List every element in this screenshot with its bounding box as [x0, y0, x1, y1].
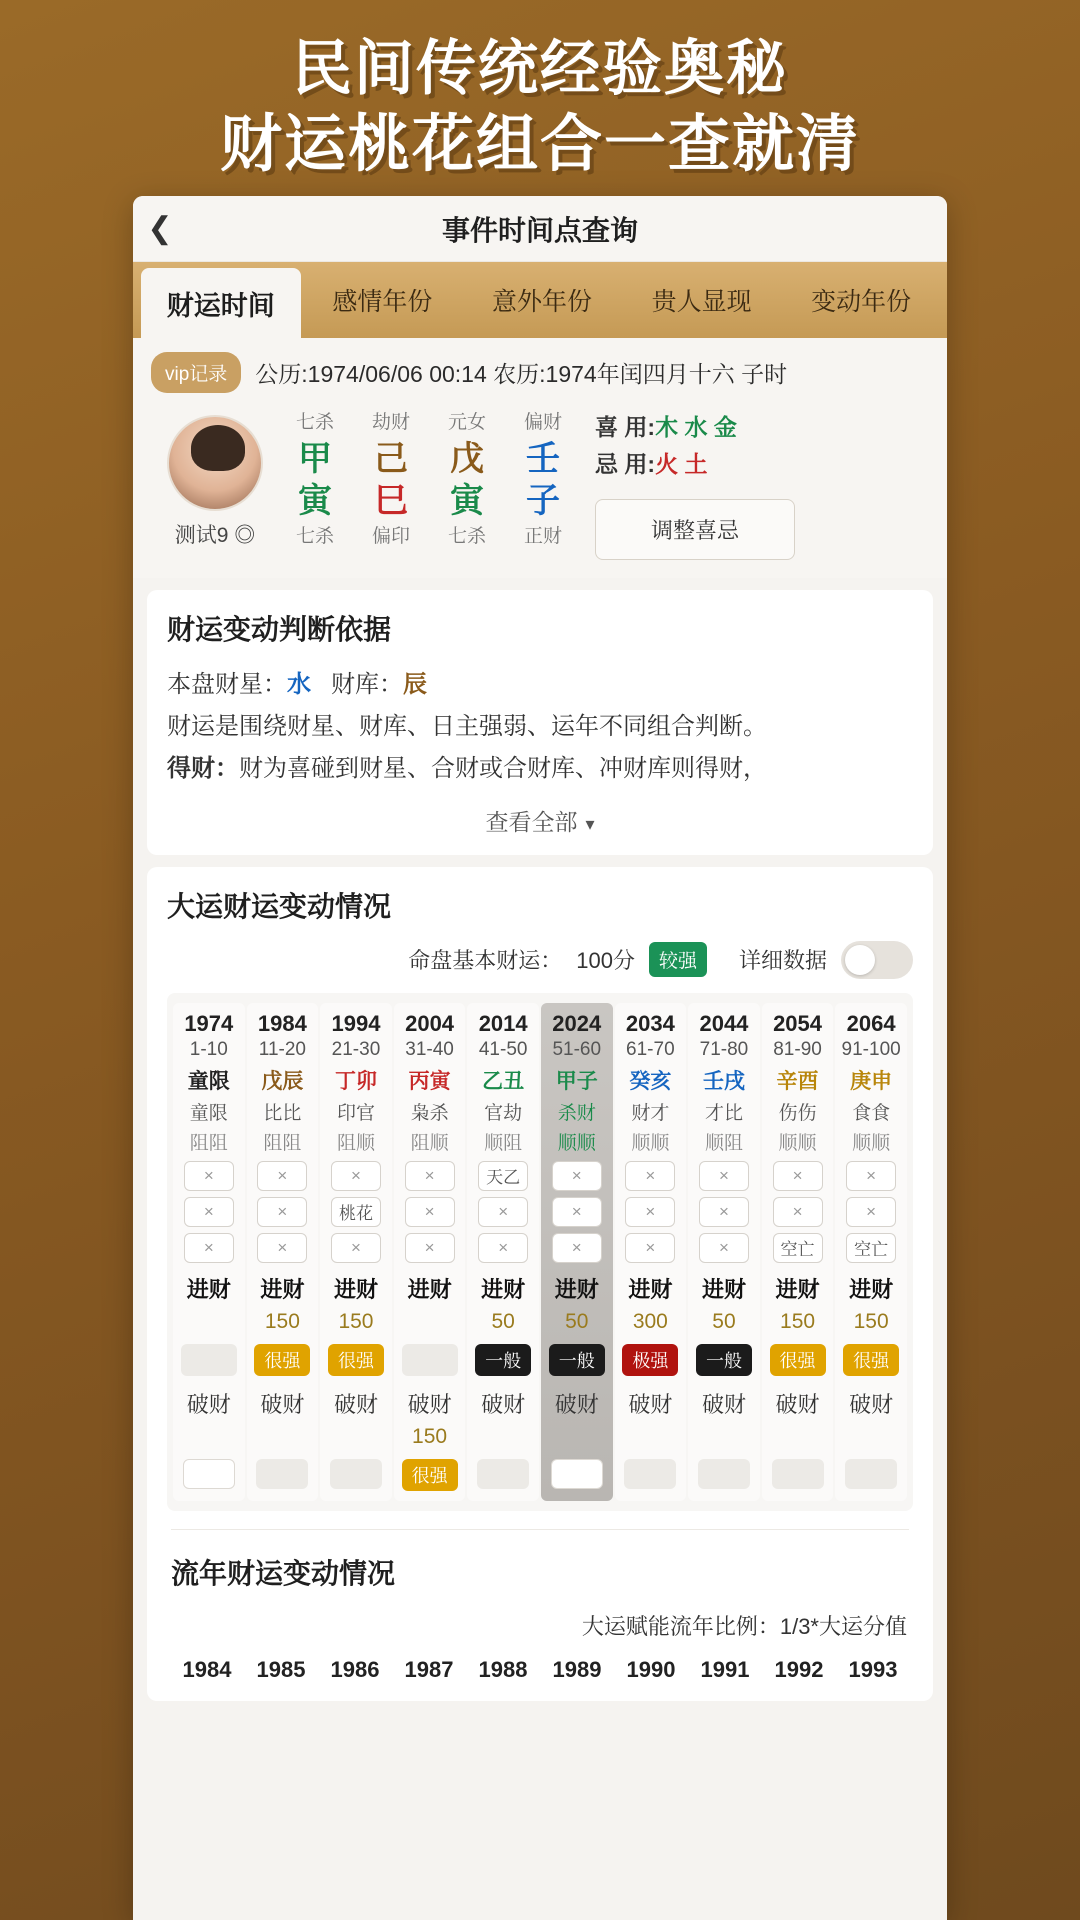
profile-name: 测试9 ◎ — [174, 524, 256, 547]
dayun-column[interactable] — [394, 1003, 466, 1501]
dayun-tengod: 印官 — [336, 1102, 375, 1124]
pillar-earthly-branch: 子 — [526, 482, 560, 520]
dayun-tengod: 食食 — [852, 1102, 891, 1124]
page-title: 事件时间点查询 — [441, 214, 638, 246]
liunian-year[interactable]: 1990 — [626, 1656, 676, 1682]
tab-wealth-time[interactable]: 财运时间 — [141, 268, 301, 338]
dayun-chip[interactable]: × — [331, 1161, 381, 1191]
promo-banner — [0, 0, 1080, 186]
dayun-chip[interactable]: × — [699, 1197, 749, 1227]
basis-line-1 — [167, 664, 913, 706]
chevron-down-icon: ▾ — [585, 813, 595, 834]
liunian-year[interactable]: 1989 — [552, 1656, 602, 1682]
dayun-gain-tag: 很强 — [328, 1344, 384, 1376]
dayun-loss-tag — [330, 1459, 382, 1489]
dayun-gain-tag: 一般 — [549, 1344, 605, 1376]
favorable-elements — [595, 409, 929, 560]
unfavorable-label: 忌 用: — [595, 450, 656, 477]
liunian-year[interactable]: 1988 — [478, 1656, 528, 1682]
dayun-chip[interactable]: × — [625, 1197, 675, 1227]
dayun-age: 11-20 — [258, 1038, 306, 1060]
dayun-flow: 顺顺 — [852, 1132, 891, 1154]
dayun-loss-value — [320, 1425, 392, 1451]
dayun-tengod: 官劫 — [484, 1102, 523, 1124]
basis-card — [147, 590, 933, 855]
basis-line-3 — [167, 748, 913, 790]
dayun-year: 2064 — [846, 1010, 896, 1036]
dayun-loss-tag — [772, 1459, 824, 1489]
liunian-year-row[interactable] — [167, 1657, 913, 1683]
dayun-loss-label: 破财 — [481, 1391, 526, 1417]
dayun-chip[interactable]: 空亡 — [846, 1233, 896, 1263]
dayun-chip[interactable]: × — [773, 1161, 823, 1191]
dayun-loss-tag — [845, 1459, 897, 1489]
dayun-tengod: 财才 — [631, 1102, 670, 1124]
dayun-tengod: 枭杀 — [410, 1102, 449, 1124]
dayun-chip[interactable]: 空亡 — [773, 1233, 823, 1263]
wealth-vault-value: 辰 — [403, 670, 428, 698]
dayun-gain-label: 进财 — [554, 1276, 599, 1302]
pillar-heavenly-stem: 己 — [374, 439, 408, 478]
dayun-gain-tag: 极强 — [622, 1344, 678, 1376]
liunian-year[interactable]: 1984 — [182, 1656, 232, 1682]
dayun-chip[interactable]: × — [625, 1161, 675, 1191]
avatar — [167, 415, 263, 511]
dayun-gain-value: 50 — [491, 1309, 515, 1333]
tab-bar — [133, 262, 947, 338]
dayun-gain-value: 150 — [264, 1309, 300, 1333]
dayun-loss-value: 150 — [412, 1424, 448, 1448]
dayun-loss-value — [173, 1425, 245, 1451]
dayun-loss-value — [467, 1425, 539, 1451]
banner-line-1: 民间传统经验奥秘 — [292, 35, 788, 102]
dayun-title: 大运财运变动情况 — [167, 890, 392, 922]
dayun-age: 61-70 — [626, 1038, 675, 1060]
wealth-vault-label: 财库： — [331, 670, 404, 698]
unfavorable-line — [595, 446, 929, 483]
score-row — [167, 941, 913, 979]
dayun-column-selected[interactable] — [541, 1003, 613, 1501]
dayun-flow: 顺顺 — [557, 1132, 596, 1154]
dayun-chip[interactable]: × — [478, 1233, 528, 1263]
favorable-values: 木 水 金 — [655, 414, 737, 440]
profile-avatar-block[interactable] — [151, 409, 279, 549]
dayun-column[interactable] — [173, 1003, 245, 1501]
wealth-star-label: 本盘财星： — [167, 670, 287, 698]
tab-relationship-year[interactable]: 感情年份 — [332, 288, 433, 316]
liunian-year[interactable]: 1985 — [256, 1656, 306, 1682]
dayun-loss-tag — [183, 1459, 235, 1489]
liunian-title: 流年财运变动情况 — [171, 1557, 396, 1589]
pillar-bottom-god: 正财 — [523, 525, 562, 547]
dayun-table[interactable] — [167, 993, 913, 1511]
dayun-loss-tag — [256, 1459, 308, 1489]
tab-benefactor[interactable]: 贵人显现 — [651, 288, 752, 316]
gain-wealth-label: 得财： — [167, 754, 239, 782]
tab-accident-year[interactable]: 意外年份 — [491, 288, 592, 316]
banner-line-2: 财运桃花组合一查就清 — [219, 110, 860, 179]
dayun-ganzhi: 庚申 — [850, 1069, 893, 1093]
dayun-chip[interactable]: 天乙 — [478, 1161, 528, 1191]
pillar-month[interactable] — [355, 409, 427, 551]
dayun-loss-label: 破财 — [554, 1391, 599, 1417]
dayun-gain-tag — [402, 1344, 458, 1376]
pillar-top-god: 七杀 — [295, 412, 334, 433]
dayun-gain-tag: 一般 — [475, 1344, 531, 1376]
dayun-loss-label: 破财 — [186, 1391, 231, 1417]
birth-date-text: 公历:1974/06/06 00:14 农历:1974年闰四月十六 子时 — [255, 361, 788, 387]
dayun-age: 31-40 — [405, 1038, 454, 1060]
dayun-chip[interactable]: 桃花 — [331, 1197, 381, 1227]
dayun-column[interactable] — [688, 1003, 760, 1501]
dayun-tengod: 才比 — [704, 1102, 743, 1124]
dayun-ganzhi: 甲子 — [555, 1069, 598, 1093]
pillar-hour[interactable] — [507, 409, 579, 551]
basis-title: 财运变动判断依据 — [167, 613, 392, 645]
dayun-loss-label: 破财 — [260, 1391, 305, 1417]
dayun-loss-tag — [477, 1459, 529, 1489]
dayun-column[interactable] — [320, 1003, 392, 1501]
dayun-loss-value — [247, 1425, 319, 1451]
dayun-tengod: 伤伤 — [778, 1102, 817, 1124]
dayun-ganzhi: 丁卯 — [334, 1069, 377, 1093]
dayun-age: 1-10 — [189, 1038, 228, 1060]
dayun-age: 21-30 — [331, 1038, 381, 1060]
dayun-chip[interactable]: × — [552, 1161, 602, 1191]
score-value: 100分 — [576, 948, 635, 974]
pillar-heavenly-stem: 戊 — [450, 439, 484, 478]
dayun-column[interactable] — [835, 1003, 907, 1501]
dayun-gain-value: 150 — [780, 1309, 816, 1333]
dayun-year: 2024 — [552, 1010, 602, 1036]
dayun-loss-label: 破财 — [775, 1391, 820, 1417]
dayun-gain-label: 进财 — [701, 1276, 746, 1302]
dayun-chip[interactable]: × — [846, 1197, 896, 1227]
dayun-gain-label: 进财 — [333, 1276, 378, 1302]
pillar-heavenly-stem: 壬 — [526, 439, 560, 478]
score-label: 命盘基本财运： — [408, 948, 563, 974]
dayun-card — [147, 867, 933, 1701]
dayun-year: 2014 — [478, 1010, 528, 1036]
dayun-gain-tag: 一般 — [696, 1344, 752, 1376]
dayun-ganzhi: 辛酉 — [776, 1069, 819, 1093]
pillar-top-god: 偏财 — [523, 412, 562, 433]
dayun-chip[interactable]: × — [405, 1161, 455, 1191]
pillar-year[interactable] — [279, 409, 351, 551]
dayun-gain-label: 进财 — [481, 1276, 526, 1302]
gain-wealth-text: 财为喜碰到财星、合财或合财库、冲财库则得财， — [239, 754, 767, 782]
dayun-flow: 阻阻 — [263, 1132, 302, 1154]
unfavorable-values: 火 土 — [655, 450, 708, 477]
dayun-age: 71-80 — [699, 1038, 749, 1060]
dayun-year: 1984 — [257, 1010, 307, 1036]
dayun-gain-value: 300 — [632, 1309, 668, 1333]
dayun-loss-tag — [624, 1459, 676, 1489]
pillar-day[interactable] — [431, 409, 503, 551]
dayun-gain-label: 进财 — [628, 1276, 673, 1302]
dayun-tengod: 比比 — [263, 1102, 302, 1124]
dayun-gain-value: 150 — [338, 1309, 374, 1333]
dayun-column[interactable] — [467, 1003, 539, 1501]
dayun-chip[interactable]: × — [405, 1197, 455, 1227]
dayun-flow: 阻顺 — [336, 1132, 375, 1154]
liunian-year[interactable]: 1987 — [404, 1656, 454, 1682]
dayun-ganzhi: 童限 — [187, 1069, 230, 1093]
dayun-gain-tag: 很强 — [843, 1344, 899, 1376]
dayun-column[interactable] — [247, 1003, 319, 1501]
dayun-column[interactable] — [762, 1003, 834, 1501]
dayun-flow: 顺阻 — [704, 1132, 743, 1154]
dayun-ganzhi: 丙寅 — [408, 1069, 451, 1093]
date-bar — [133, 338, 947, 399]
dayun-column[interactable] — [615, 1003, 687, 1501]
dayun-chip[interactable]: × — [478, 1197, 528, 1227]
status-badge: 较强 — [649, 942, 707, 977]
pillar-top-god: 劫财 — [371, 412, 410, 433]
dayun-age: 41-50 — [478, 1038, 528, 1060]
favorable-line — [595, 409, 929, 446]
dayun-loss-label: 破财 — [628, 1391, 673, 1417]
dayun-flow: 阻阻 — [189, 1132, 228, 1154]
dayun-loss-label: 破财 — [407, 1391, 452, 1417]
dayun-gain-label: 进财 — [775, 1276, 820, 1302]
dayun-chip[interactable]: × — [699, 1233, 749, 1263]
dayun-chip[interactable]: × — [257, 1233, 307, 1263]
dayun-gain-value — [173, 1310, 245, 1336]
tab-change-year[interactable]: 变动年份 — [811, 288, 912, 316]
dayun-chip[interactable]: × — [257, 1161, 307, 1191]
dayun-loss-value — [615, 1425, 687, 1451]
detail-data-toggle[interactable] — [841, 941, 913, 979]
dayun-age: 91-100 — [841, 1038, 901, 1060]
dayun-flow: 顺阻 — [484, 1132, 523, 1154]
wealth-star-value: 水 — [287, 670, 311, 698]
dayun-chip[interactable]: × — [331, 1233, 381, 1263]
detail-data-label: 详细数据 — [738, 948, 827, 974]
dayun-gain-label: 进财 — [407, 1276, 452, 1302]
dayun-gain-tag: 很强 — [254, 1344, 310, 1376]
dayun-loss-value — [688, 1425, 760, 1451]
dayun-gain-value: 50 — [712, 1309, 736, 1333]
basis-line-2: 财运是围绕财星、财库、日主强弱、运年不同组合判断。 — [167, 712, 767, 740]
pillar-earthly-branch: 寅 — [450, 482, 484, 520]
favorable-label: 喜 用: — [595, 414, 656, 440]
dayun-gain-value — [394, 1310, 466, 1336]
dayun-year: 2034 — [625, 1010, 675, 1036]
liunian-year[interactable]: 1986 — [330, 1656, 380, 1682]
dayun-ganzhi: 戊辰 — [261, 1069, 304, 1093]
dayun-year: 2044 — [699, 1010, 749, 1036]
dayun-chip[interactable]: × — [699, 1161, 749, 1191]
dayun-tengod: 杀财 — [557, 1102, 596, 1124]
dayun-gain-tag — [181, 1344, 237, 1376]
liunian-year[interactable]: 1991 — [700, 1656, 750, 1682]
bazi-chart — [133, 399, 947, 578]
pillar-bottom-god: 七杀 — [447, 525, 486, 547]
pillar-earthly-branch: 寅 — [298, 482, 332, 520]
dayun-chip[interactable]: × — [552, 1197, 602, 1227]
dayun-loss-value — [541, 1425, 613, 1451]
app-screen — [133, 196, 947, 1920]
pillar-top-god: 元女 — [447, 412, 486, 433]
dayun-chip[interactable]: × — [184, 1233, 234, 1263]
dayun-loss-label: 破财 — [849, 1391, 894, 1417]
pillar-bottom-god: 偏印 — [371, 525, 410, 547]
dayun-chip[interactable]: × — [184, 1161, 234, 1191]
dayun-gain-tag: 很强 — [770, 1344, 826, 1376]
adjust-favorable-button[interactable]: 调整喜忌 — [595, 499, 795, 560]
dayun-gain-value: 50 — [565, 1309, 589, 1333]
dayun-gain-label: 进财 — [260, 1276, 305, 1302]
dayun-year: 1974 — [184, 1010, 234, 1036]
view-all-label: 查看全部 — [485, 808, 578, 835]
dayun-loss-tag — [698, 1459, 750, 1489]
dayun-year: 2004 — [405, 1010, 455, 1036]
pillar-heavenly-stem: 甲 — [298, 439, 332, 478]
dayun-chip[interactable]: × — [552, 1233, 602, 1263]
dayun-flow: 阻顺 — [410, 1132, 449, 1154]
dayun-loss-value — [835, 1425, 907, 1451]
dayun-gain-label: 进财 — [186, 1276, 231, 1302]
dayun-gain-value: 150 — [853, 1309, 889, 1333]
dayun-ganzhi: 壬戌 — [702, 1069, 745, 1093]
dayun-chip[interactable]: × — [846, 1161, 896, 1191]
dayun-flow: 顺顺 — [631, 1132, 670, 1154]
dayun-chip[interactable]: × — [405, 1233, 455, 1263]
dayun-flow: 顺顺 — [778, 1132, 817, 1154]
pillar-earthly-branch: 巳 — [374, 482, 408, 520]
dayun-loss-label: 破财 — [701, 1391, 746, 1417]
dayun-age: 51-60 — [552, 1038, 602, 1060]
chevron-left-icon[interactable]: ❮ — [147, 212, 173, 245]
view-all-button[interactable] — [167, 804, 913, 837]
liunian-year[interactable]: 1992 — [774, 1656, 824, 1682]
app-bar — [133, 196, 947, 262]
dayun-gain-label: 进财 — [849, 1276, 894, 1302]
liunian-note: 大运赋能流年比例：1/3*大运分值 — [581, 1613, 907, 1639]
vip-record-badge[interactable]: vip记录 — [151, 352, 241, 393]
pillar-bottom-god: 七杀 — [295, 525, 334, 547]
dayun-year: 2054 — [773, 1010, 823, 1036]
dayun-loss-label: 破财 — [333, 1391, 378, 1417]
dayun-age: 81-90 — [773, 1038, 822, 1060]
liunian-year[interactable]: 1993 — [848, 1656, 898, 1682]
dayun-chip[interactable]: × — [184, 1197, 234, 1227]
dayun-ganzhi: 乙丑 — [482, 1069, 525, 1093]
dayun-ganzhi: 癸亥 — [629, 1069, 672, 1093]
dayun-chip[interactable]: × — [625, 1233, 675, 1263]
dayun-loss-tag — [551, 1459, 603, 1489]
dayun-loss-value — [762, 1425, 834, 1451]
pillars — [279, 409, 579, 551]
dayun-year: 1994 — [331, 1010, 381, 1036]
dayun-loss-tag: 很强 — [402, 1459, 458, 1491]
dayun-chip[interactable]: × — [257, 1197, 307, 1227]
divider — [171, 1529, 909, 1530]
dayun-tengod: 童限 — [189, 1102, 228, 1124]
dayun-chip[interactable]: × — [773, 1197, 823, 1227]
